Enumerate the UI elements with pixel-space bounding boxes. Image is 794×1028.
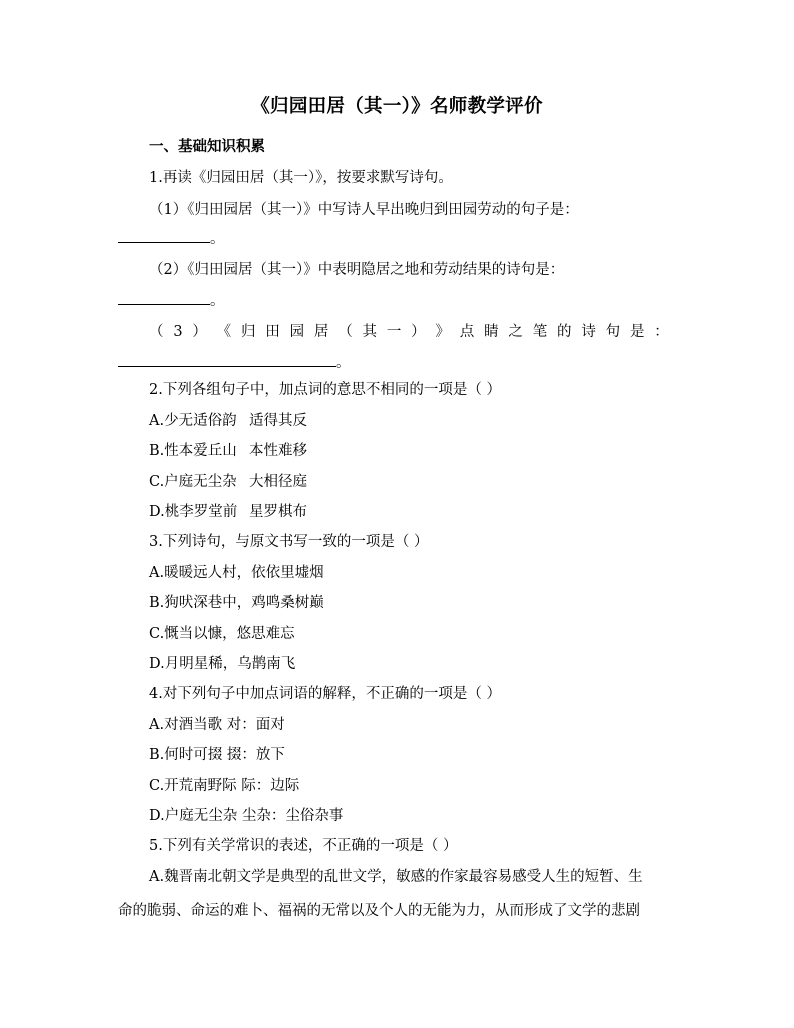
sub-3-char: 》: [435, 324, 450, 340]
sub-3-char: 归: [240, 324, 256, 340]
question-3-option-a: A.暖暖远人村，依依里墟烟: [149, 565, 324, 581]
sub-3-char: 田: [265, 324, 280, 340]
sub-3-char: 园: [289, 324, 305, 340]
question-1-sub-2: （2）《归田园居（其一）》中表明隐居之地和劳动结果的诗句是：: [149, 262, 565, 278]
question-4-stem: 4.对下列句子中加点词语的解释，不正确的一项是（ ）: [149, 686, 501, 702]
sub-3-char: 点: [459, 324, 475, 340]
question-5-option-a-line-1: A.魏晋南北朝文学是典型的乱世文学，敏感的作家最容易感受人生的短暂、生: [149, 869, 643, 885]
sub-3-char: 笔: [532, 324, 548, 340]
option-phrase-1: D.桃李罗堂前: [149, 504, 238, 520]
sub-3-char: 是: [629, 324, 645, 340]
sub-3-char: （: [149, 324, 164, 340]
question-1-sub-1: （1）《归田园居（其一）》中写诗人早出晚归到田园劳动的句子是：: [149, 202, 579, 218]
sub-3-char: 居: [313, 324, 329, 340]
question-4-option-b: B.何时可掇 掇：放下: [149, 747, 285, 763]
question-4-option-a: A.对酒当歌 对：面对: [149, 717, 285, 733]
question-1-stem: 1.再读《归园田居（其一）》，按要求默写诗句。: [149, 170, 453, 186]
question-2-option-b: [149, 441, 307, 461]
sub-3-char: 3: [173, 324, 183, 340]
sub-3-char: 《: [216, 324, 232, 340]
answer-blank[interactable]: [118, 228, 210, 243]
option-phrase-2: 本性难移: [249, 443, 307, 459]
question-3-option-c: C.慨当以慷，悠思难忘: [149, 626, 295, 642]
sub-3-char: ）: [411, 324, 426, 340]
sub-3-char: 一: [386, 324, 402, 340]
sub-3-char: ：: [654, 324, 669, 340]
answer-blank[interactable]: [118, 290, 210, 305]
sub-3-char: （: [338, 324, 353, 340]
option-phrase-1: B.性本爱丘山: [149, 443, 237, 459]
answer-end-punct: 。: [210, 293, 225, 309]
option-phrase-2: 大相径庭: [249, 474, 307, 490]
sub-3-char: 句: [605, 324, 621, 340]
sub-3-char: 其: [362, 324, 378, 340]
question-3-option-b: B.狗吠深巷中，鸡鸣桑树巅: [149, 595, 324, 611]
question-5-stem: 5.下列有关学常识的表述，不正确的一项是（ ）: [149, 838, 458, 854]
question-2-option-c: [149, 472, 307, 492]
question-4-option-d: D.户庭无尘杂 尘杂：尘俗杂事: [149, 808, 344, 824]
sub-3-char: 的: [557, 324, 572, 340]
question-2-option-d: [149, 502, 307, 522]
sub-3-char: 之: [508, 324, 523, 340]
question-3-stem: 3.下列诗句，与原文书写一致的一项是（ ）: [149, 534, 429, 550]
question-1-sub-3-answer: [118, 352, 351, 373]
answer-blank[interactable]: [118, 352, 336, 367]
question-3-option-d: D.月明星稀，乌鹊南飞: [149, 656, 296, 672]
sub-3-char: ）: [192, 324, 207, 340]
sub-3-char: 睛: [484, 324, 499, 340]
section-heading-basic-knowledge: 一、基础知识积累: [149, 138, 265, 155]
answer-end-punct: 。: [336, 355, 351, 371]
question-5-option-a-line-2: 命的脆弱、命运的难卜、福祸的无常以及个人的无能为力，从而形成了文学的悲剧: [118, 903, 640, 919]
question-1-sub-2-answer: [118, 290, 225, 311]
question-1-sub-1-answer: [118, 228, 225, 249]
option-phrase-2: 适得其反: [249, 413, 307, 429]
answer-end-punct: 。: [210, 231, 225, 247]
option-phrase-1: C.户庭无尘杂: [149, 474, 237, 490]
option-phrase-2: 星罗棋布: [249, 504, 307, 520]
sub-3-char: 诗: [581, 324, 596, 340]
option-phrase-1: A.少无适俗韵: [149, 413, 237, 429]
question-2-stem: 2.下列各组句子中，加点词的意思不相同的一项是（ ）: [149, 382, 501, 398]
question-2-option-a: [149, 411, 307, 431]
question-4-option-c: C.开荒南野际 际：边际: [149, 778, 300, 794]
page-title: 《归园田居（其一）》名师教学评价: [251, 96, 543, 117]
question-1-sub-3: [149, 322, 669, 342]
